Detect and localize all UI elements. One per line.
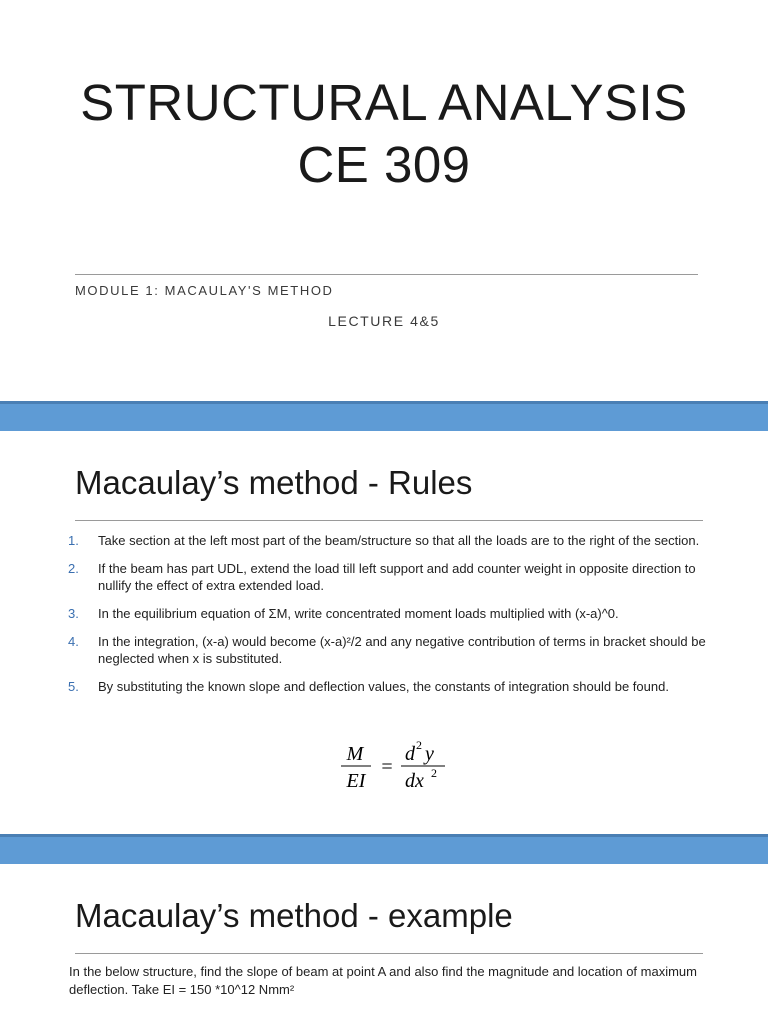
list-item [68,605,708,622]
list-item-text: Take section at the left most part of the beam/structure so that all the loads are to the right of the section. [98,533,700,548]
title-divider [75,274,698,275]
list-item [68,678,708,695]
rules-list [68,532,708,706]
title-slide [0,0,768,400]
list-item [68,633,708,667]
list-item-text: In the equilibrium equation of ΣM, write concentrated moment loads multiplied with (x-a)^0. [98,606,619,621]
list-item-number: 2. [68,561,79,576]
list-item-text: If the beam has part UDL, extend the load till left support and add counter weight in opposite direction to nullify the effect of extra extended load. [98,561,696,593]
list-item-text: In the integration, (x-a) would become (x-a)²/2 and any negative contribution of terms in bracket should be neglected when x is substituted. [98,634,706,666]
list-item-text: By substituting the known slope and deflection values, the constants of integration should be found. [98,679,669,694]
example-slide [0,865,768,1024]
formula-lhs-numerator: M [346,743,364,765]
rules-heading-divider [75,520,703,521]
list-item-number: 5. [68,679,79,694]
formula-rhs-denominator-dx: dx [405,770,424,792]
formula-equals: = [381,756,393,778]
formula-lhs-denominator: EI [346,770,366,792]
lecture-label: LECTURE 4&5 [328,313,440,329]
slide-separator-band [0,401,768,431]
list-item-number: 4. [68,634,79,649]
list-item-number: 3. [68,606,79,621]
example-problem-text: In the below structure, find the slope of beam at point A and also find the magnitude and location of maximum deflection. Take EI = 150 *10^12 Nmm² [69,964,697,997]
moment-curvature-formula [337,735,457,801]
title-line-2: CE 309 [297,136,471,193]
example-heading: Macaulay’s method - example [75,897,513,934]
formula-rhs-numerator-d: d [405,743,415,765]
formula-rhs-numerator-var: y [425,743,434,765]
slide-separator-band [0,834,768,864]
list-item [68,532,708,549]
list-item-number: 1. [68,533,79,548]
formula-rhs-denominator-exponent: 2 [431,766,437,780]
slide-title [0,72,768,196]
rules-heading: Macaulay’s method - Rules [75,464,473,501]
module-label: MODULE 1: MACAULAY'S METHOD [75,283,334,298]
formula-rhs-numerator-exponent: 2 [416,738,422,752]
title-line-1: STRUCTURAL ANALYSIS [80,74,688,131]
rules-slide [0,432,768,830]
list-item [68,560,708,594]
example-heading-divider [75,953,703,954]
